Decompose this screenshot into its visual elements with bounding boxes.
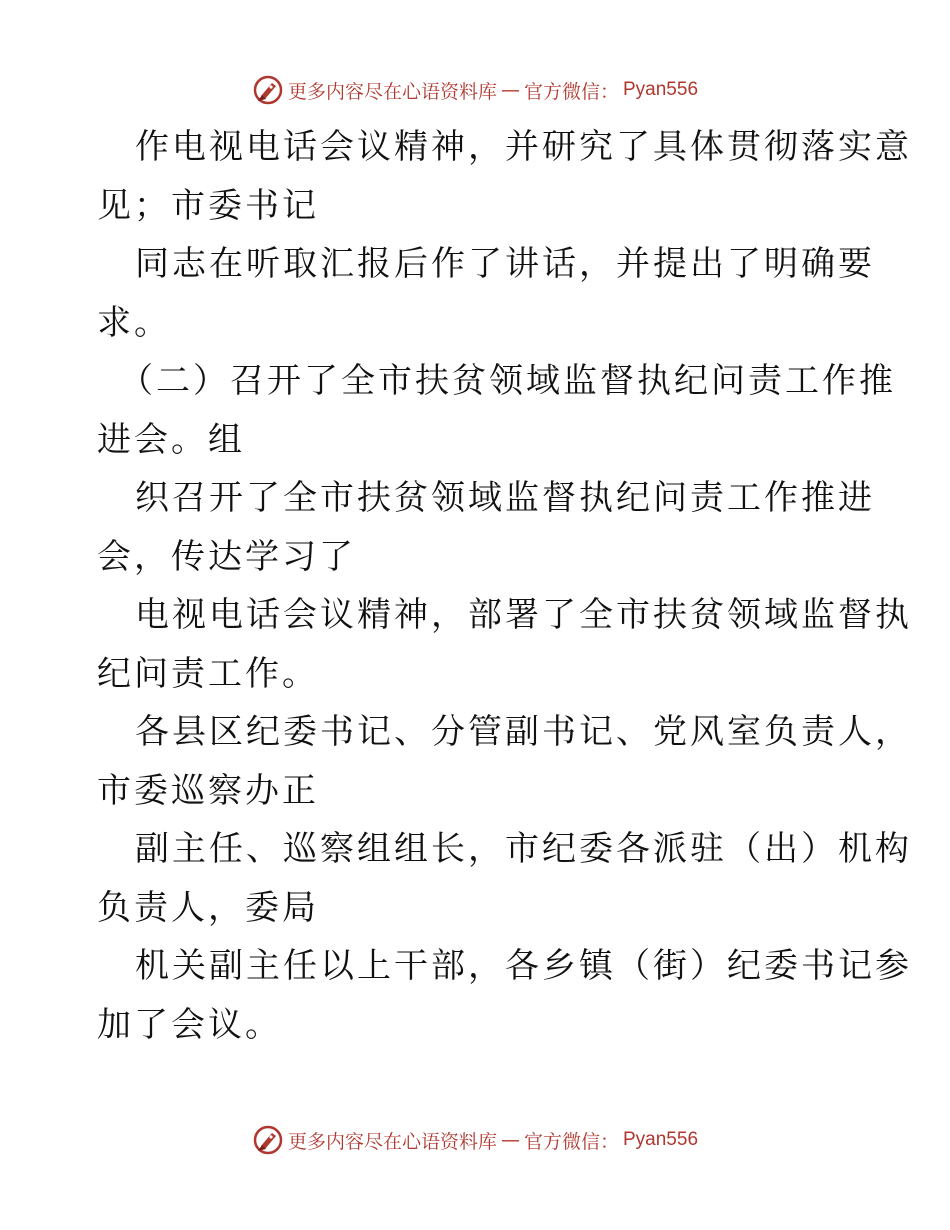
footer-banner xyxy=(0,1120,950,1160)
banner-inner xyxy=(252,74,698,106)
pen-nib-circle-icon xyxy=(252,1124,284,1156)
banner-separator: — xyxy=(500,1129,520,1151)
banner-contact-label: 官方微信： xyxy=(523,1130,619,1153)
banner-contact-value: Pyan556 xyxy=(623,79,699,100)
body-line: 织召开了全市扶贫领域监督执纪问责工作推进 xyxy=(135,478,875,518)
banner-text: 更多内容尽在心语资料库 xyxy=(287,1130,497,1153)
body-line: 见；市委书记 xyxy=(97,185,319,226)
body-line: 市委巡察办正 xyxy=(97,770,319,811)
pen-nib-circle-icon xyxy=(252,74,284,106)
body-line: 加了会议。 xyxy=(97,1004,282,1045)
banner-separator: — xyxy=(500,79,520,101)
body-line: 纪问责工作。 xyxy=(97,653,319,694)
body-line: 电视电话会议精神，部署了全市扶贫领域监督执 xyxy=(135,595,912,635)
body-line: 作电视电话会议精神，并研究了具体贯彻落实意 xyxy=(135,127,912,167)
body-line: 会，传达学习了 xyxy=(97,536,356,577)
body-line: 进会。组 xyxy=(97,419,245,460)
banner-contact-label: 官方微信： xyxy=(523,80,619,103)
banner-contact-value: Pyan556 xyxy=(623,1129,699,1150)
banner-inner xyxy=(252,1124,698,1156)
banner-text: 更多内容尽在心语资料库 xyxy=(287,80,497,103)
body-line: 负责人，委局 xyxy=(97,887,319,928)
header-banner xyxy=(0,70,950,110)
section-heading-line: （二）召开了全市扶贫领域监督执纪问责工作推 xyxy=(119,361,896,401)
body-line: 求。 xyxy=(97,302,171,343)
body-line: 同志在听取汇报后作了讲话，并提出了明确要 xyxy=(135,244,875,284)
body-line: 各县区纪委书记、分管副书记、党风室负责人， xyxy=(135,712,912,752)
document-body xyxy=(97,118,912,1054)
body-line: 副主任、巡察组组长，市纪委各派驻（出）机构 xyxy=(135,829,912,869)
body-line: 机关副主任以上干部，各乡镇（街）纪委书记参 xyxy=(135,946,912,986)
